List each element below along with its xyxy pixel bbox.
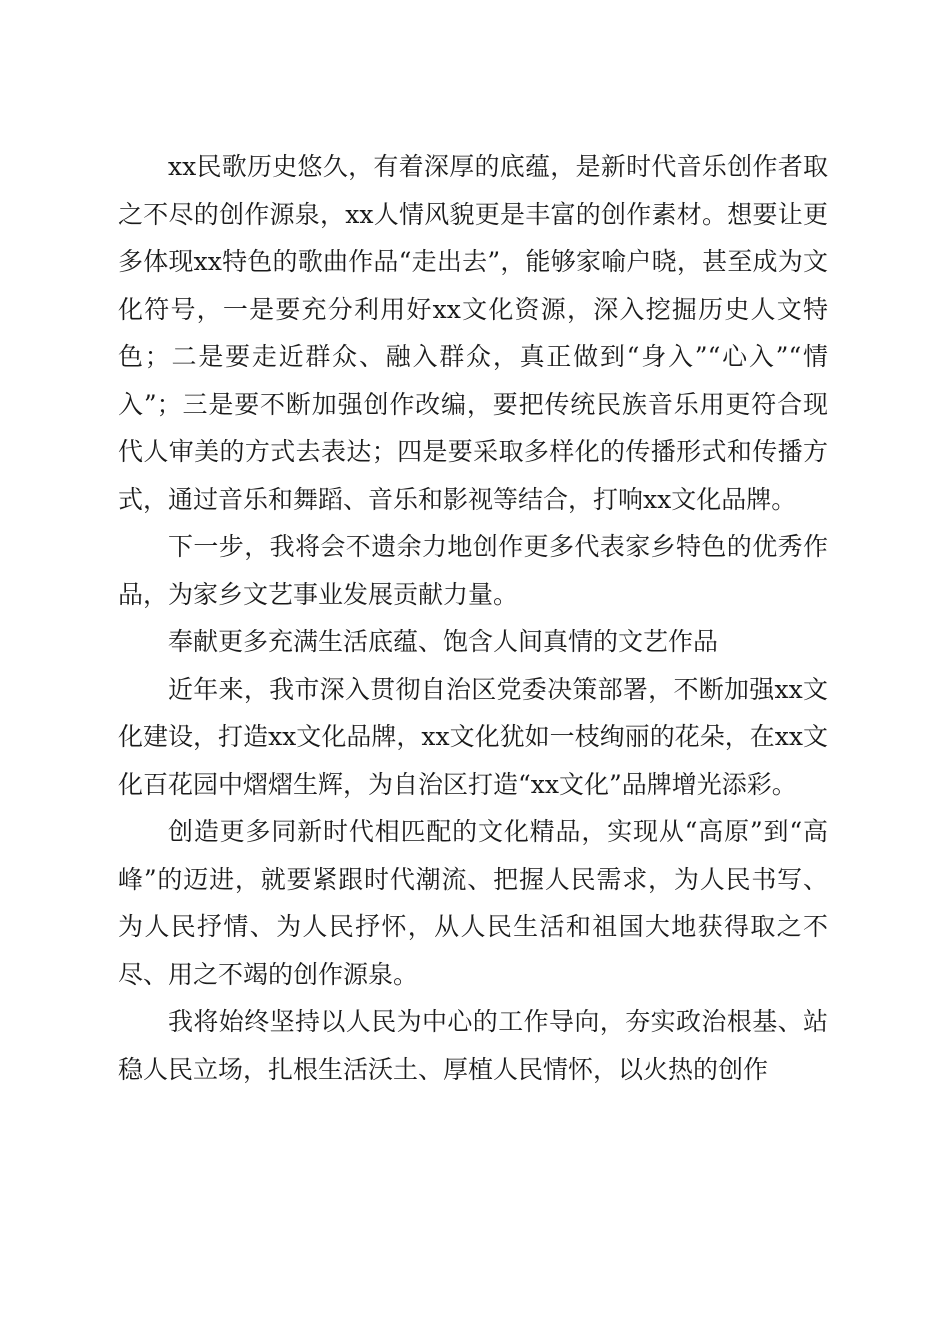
paragraph-next-step: 下一步，我将会不遗余力地创作更多代表家乡特色的优秀作品，为家乡文艺事业发展贡献力量。 <box>118 532 828 609</box>
paragraph-commitment: 我将始终坚持以人民为中心的工作导向，夯实政治根基、站稳人民立场，扎根生活沃土、厚植人民情怀，以火热的创作 <box>118 1007 828 1084</box>
paragraph-folk-songs: xx民歌历史悠久，有着深厚的底蕴，是新时代音乐创作者取之不尽的创作源泉，xx人情风貌更是丰富的创作素材。想要让更多体现xx特色的歌曲作品“走出去”，能够家喻户晓，甚至成为文化符号，一是要充分利用好xx文化资源，深入挖掘历史人文特色；二是要走近群众、融入群众，真正做到“身入”“心入”“情入”；三是要不断加强创作改编，要把传统民族音乐用更符合现代人审美的方式去表达；四是要采取多样化的传播形式和传播方式，通过音乐和舞蹈、音乐和影视等结合，打响xx文化品牌。 <box>118 152 828 514</box>
section-heading: 奉献更多充满生活底蕴、饱含人间真情的文艺作品 <box>168 627 719 656</box>
document-body <box>118 143 828 1093</box>
paragraph-create-more: 创造更多同新时代相匹配的文化精品，实现从“高原”到“高峰”的迈进，就要紧跟时代潮流、把握人民需求，为人民书写、为人民抒情、为人民抒怀，从人民生活和祖国大地获得取之不尽、用之不竭的创作源泉。 <box>118 817 828 989</box>
paragraph-recent-years: 近年来，我市深入贯彻自治区党委决策部署，不断加强xx文化建设，打造xx文化品牌，xx文化犹如一枝绚丽的花朵，在xx文化百花园中熠熠生辉，为自治区打造“xx文化”品牌增光添彩。 <box>118 674 828 799</box>
